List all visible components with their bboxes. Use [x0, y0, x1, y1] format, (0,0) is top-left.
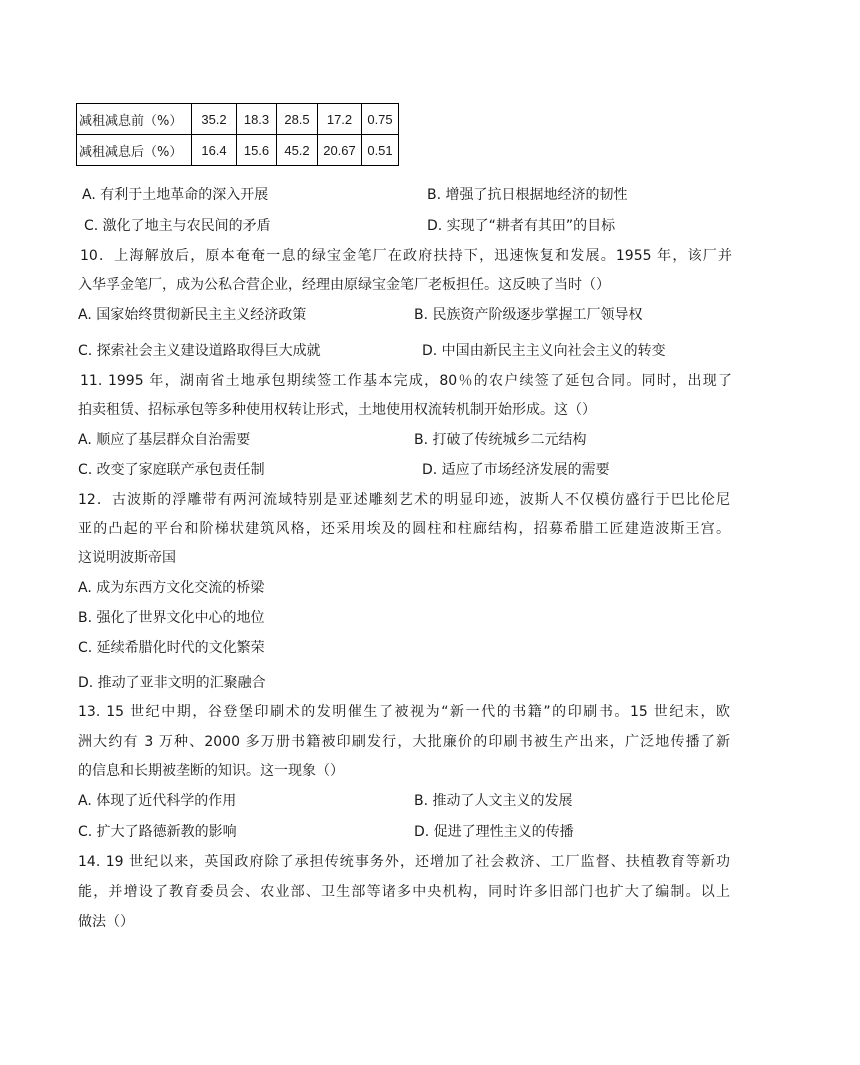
- q10-option-a: A. 国家始终贯彻新民主主义经济政策: [78, 307, 307, 323]
- q13-stem-line2: 洲大约有 3 万种、2000 多万册书籍被印刷发行，大批廉价的印刷书被生产出来，广泛地传播了新: [78, 734, 730, 750]
- q9-option-b: B. 增强了抗日根据地经济的韧性: [427, 187, 628, 203]
- table-row: [77, 135, 399, 166]
- q12-option-b: B. 强化了世界文化中心的地位: [78, 610, 265, 626]
- q11-stem-line2: 拍卖租赁、招标承包等多种使用权转让形式，土地使用权流转机制开始形成。这（）: [78, 402, 596, 418]
- q13-stem-line1: 13. 15 世纪中期，谷登堡印刷术的发明催生了被视为“新一代的书籍”的印刷书。15 世纪末，欧: [78, 704, 730, 720]
- q13-option-b: B. 推动了人文主义的发展: [414, 793, 573, 809]
- row-label: 减租减息前（%）: [77, 104, 192, 135]
- q11-stem-line1: 11. 1995 年，湖南省土地承包期续签工作基本完成，80％的农户续签了延包合同。同时，出现了: [80, 373, 732, 389]
- q9-option-d: D. 实现了“耕者有其田”的目标: [427, 218, 616, 234]
- rent-reduction-table: [76, 103, 399, 166]
- q14-stem-line3: 做法（）: [78, 914, 134, 930]
- table-cell: 0.51: [362, 135, 399, 166]
- q13-option-c: C. 扩大了路德新教的影响: [78, 824, 237, 840]
- table-cell: 28.5: [277, 104, 318, 135]
- table-cell: 17.2: [318, 104, 362, 135]
- q10-stem-line2: 入华孚金笔厂，成为公私合营企业，经理由原绿宝金笔厂老板担任。这反映了当时（）: [78, 277, 610, 293]
- q9-option-a: A. 有利于土地革命的深入开展: [82, 187, 269, 203]
- q12-stem-line2: 亚的凸起的平台和阶梯状建筑风格，还采用埃及的圆柱和柱廊结构，招募希腊工匠建造波斯王宫。: [78, 521, 730, 537]
- q14-stem-line1: 14. 19 世纪以来，英国政府除了承担传统事务外，还增加了社会救济、工厂监督、扶植教育等新功: [78, 854, 730, 870]
- q12-stem-line3: 这说明波斯帝国: [78, 550, 176, 566]
- q10-option-c: C. 探索社会主义建设道路取得巨大成就: [78, 343, 321, 359]
- q12-option-d: D. 推动了亚非文明的汇聚融合: [78, 675, 266, 691]
- q11-option-c: C. 改变了家庭联产承包责任制: [78, 462, 265, 478]
- table-cell: 20.67: [318, 135, 362, 166]
- table-cell: 0.75: [362, 104, 399, 135]
- q11-option-d: D. 适应了市场经济发展的需要: [422, 462, 610, 478]
- q11-option-b: B. 打破了传统城乡二元结构: [414, 432, 587, 448]
- q13-option-a: A. 体现了近代科学的作用: [78, 793, 237, 809]
- q12-option-c: C. 延续希腊化时代的文化繁荣: [78, 640, 265, 656]
- q9-option-c: C. 激化了地主与农民间的矛盾: [84, 218, 271, 234]
- q10-option-d: D. 中国由新民主主义向社会主义的转变: [422, 343, 666, 359]
- q12-option-a: A. 成为东西方文化交流的桥梁: [78, 580, 265, 596]
- table-cell: 16.4: [192, 135, 237, 166]
- table-cell: 45.2: [277, 135, 318, 166]
- table-row: [77, 104, 399, 135]
- q10-stem-line1: 10．上海解放后，原本奄奄一息的绿宝金笔厂在政府扶持下，迅速恢复和发展。1955 年，该厂并: [80, 248, 732, 264]
- q10-option-b: B. 民族资产阶级逐步掌握工厂领导权: [414, 307, 643, 323]
- row-label: 减租减息后（%）: [77, 135, 192, 166]
- table-cell: 35.2: [192, 104, 237, 135]
- q12-stem-line1: 12．古波斯的浮雕带有两河流域特别是亚述雕刻艺术的明显印迹，波斯人不仅模仿盛行于巴比伦尼: [78, 492, 730, 508]
- q14-stem-line2: 能，并增设了教育委员会、农业部、卫生部等诸多中央机构，同时许多旧部门也扩大了编制。以上: [78, 884, 730, 900]
- table-cell: 15.6: [237, 135, 277, 166]
- table-cell: 18.3: [237, 104, 277, 135]
- q13-stem-line3: 的信息和长期被垄断的知识。这一现象（）: [78, 763, 344, 779]
- q13-option-d: D. 促进了理性主义的传播: [414, 824, 574, 840]
- q11-option-a: A. 顺应了基层群众自治需要: [78, 432, 251, 448]
